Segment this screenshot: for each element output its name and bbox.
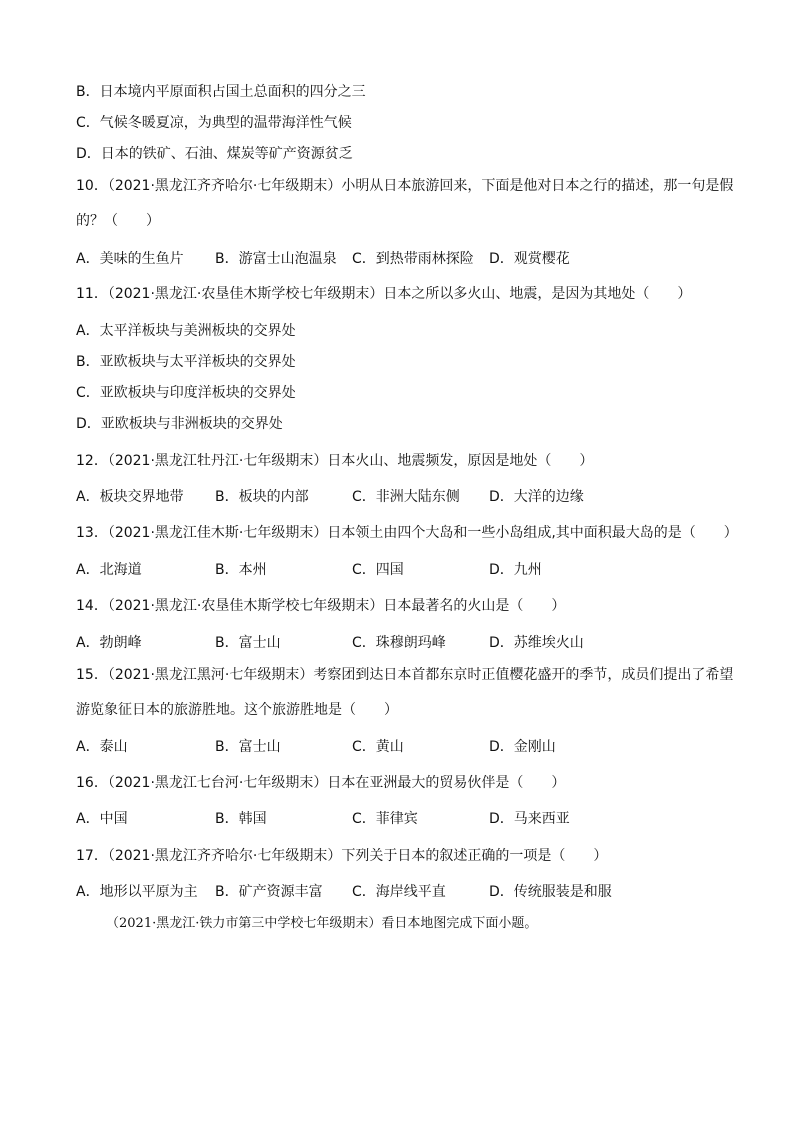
option-d: D．金刚山 xyxy=(489,739,556,755)
option-b: B．游富士山泡温泉 xyxy=(215,251,337,267)
option-c: C．黄山 xyxy=(352,739,404,755)
option-b: B．板块的内部 xyxy=(215,489,309,505)
option-c: C．非洲大陆东侧 xyxy=(352,489,460,505)
question-15-stem-cont: 游览象征日本的旅游胜地。这个旅游胜地是（ ） xyxy=(76,702,398,718)
question-9-option-d: D．日本的铁矿、石油、煤炭等矿产资源贫乏 xyxy=(76,146,353,162)
option-b: B．矿产资源丰富 xyxy=(215,884,323,900)
option-d: D．马来西亚 xyxy=(489,811,570,827)
option-d: D．九州 xyxy=(489,562,542,578)
question-14-stem: 14．（2021·黑龙江·农垦佳木斯学校七年级期末）日本最著名的火山是（ ） xyxy=(76,598,566,614)
question-13-stem: 13．（2021·黑龙江佳木斯·七年级期末）日本领土由四个大岛和一些小岛组成,其中面积最大岛的是（ ） xyxy=(76,525,738,541)
option-a: A．勃朗峰 xyxy=(76,635,142,651)
option-b: B．韩国 xyxy=(215,811,267,827)
question-15-stem: 15．（2021·黑龙江黑河·七年级期末）考察团到达日本首都东京时正值樱花盛开的季节，成员们提出了希望 xyxy=(76,667,734,683)
option-a: A．北海道 xyxy=(76,562,142,578)
option-c: C．四国 xyxy=(352,562,404,578)
option-a: A．中国 xyxy=(76,811,128,827)
question-16-stem: 16．（2021·黑龙江七台河·七年级期末）日本在亚洲最大的贸易伙伴是（ ） xyxy=(76,775,566,791)
option-d: D．传统服装是和服 xyxy=(489,884,612,900)
question-12-stem: 12．（2021·黑龙江牡丹江·七年级期末）日本火山、地震频发，原因是地处（ ） xyxy=(76,453,594,469)
map-question-intro: （2021·黑龙江·铁力市第三中学校七年级期末）看日本地图完成下面小题。 xyxy=(106,916,538,931)
question-9-option-c: C．气候冬暖夏凉，为典型的温带海洋性气候 xyxy=(76,115,352,131)
question-17-stem: 17．（2021·黑龙江齐齐哈尔·七年级期末）下列关于日本的叙述正确的一项是（ ） xyxy=(76,848,608,864)
question-11-option-c: C．亚欧板块与印度洋板块的交界处 xyxy=(76,385,296,401)
option-a: A．地形以平原为主 xyxy=(76,884,198,900)
question-11-option-b: B．亚欧板块与太平洋板块的交界处 xyxy=(76,354,296,370)
option-c: C．到热带雨林探险 xyxy=(352,251,474,267)
question-10-stem-cont: 的？（ ） xyxy=(76,213,160,229)
option-a: A．泰山 xyxy=(76,739,128,755)
option-c: C．珠穆朗玛峰 xyxy=(352,635,446,651)
question-9-option-b: B．日本境内平原面积占国土总面积的四分之三 xyxy=(76,84,366,100)
option-c: C．菲律宾 xyxy=(352,811,418,827)
question-11-option-d: D．亚欧板块与非洲板块的交界处 xyxy=(76,416,283,432)
option-b: B．本州 xyxy=(215,562,267,578)
option-d: D．大洋的边缘 xyxy=(489,489,584,505)
option-b: B．富士山 xyxy=(215,739,281,755)
option-a: A．板块交界地带 xyxy=(76,489,184,505)
question-10-stem: 10．（2021·黑龙江齐齐哈尔·七年级期末）小明从日本旅游回来，下面是他对日本之行的描述，那一句是假 xyxy=(76,178,734,194)
option-b: B．富士山 xyxy=(215,635,281,651)
question-11-stem: 11．（2021·黑龙江·农垦佳木斯学校七年级期末）日本之所以多火山、地震，是因为其地处（ ） xyxy=(76,286,692,302)
option-d: D．观赏樱花 xyxy=(489,251,570,267)
option-c: C．海岸线平直 xyxy=(352,884,446,900)
option-d: D．苏维埃火山 xyxy=(489,635,584,651)
question-11-option-a: A．太平洋板块与美洲板块的交界处 xyxy=(76,323,296,339)
option-a: A．美味的生鱼片 xyxy=(76,251,184,267)
